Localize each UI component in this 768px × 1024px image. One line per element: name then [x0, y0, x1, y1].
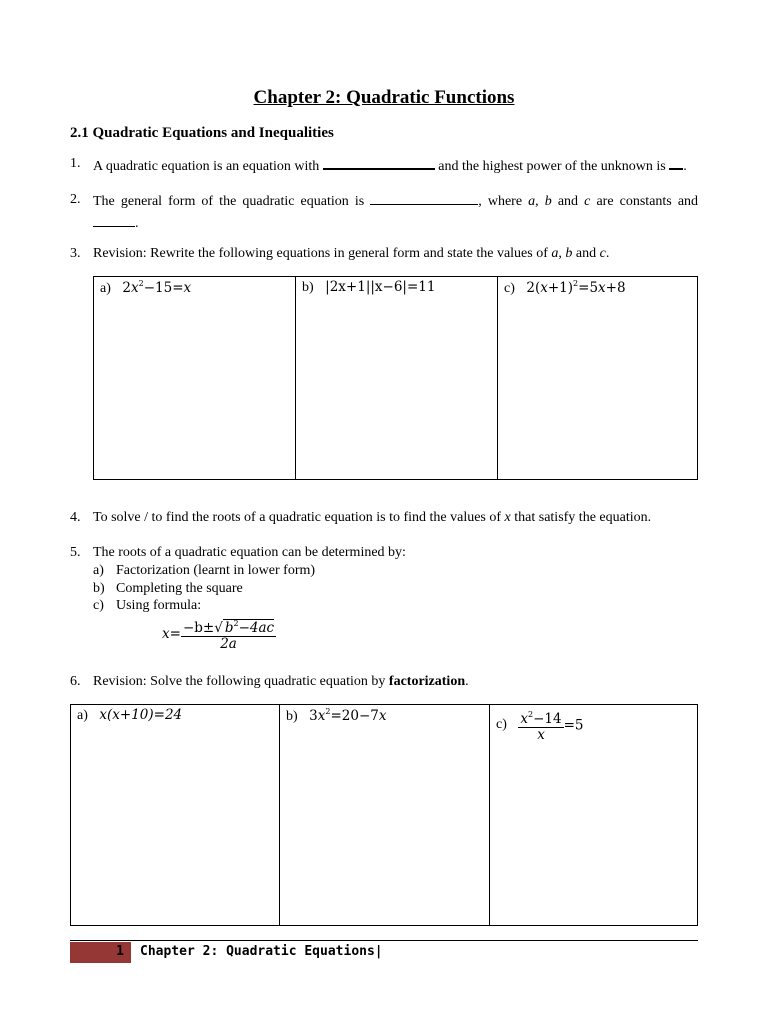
cell-label: b): [286, 709, 298, 724]
question-6: [70, 672, 698, 692]
question-text: To solve / to find the roots of a quadratic equation is to find the values of: [93, 510, 502, 525]
equation: $2x^2-15=x$: [122, 279, 192, 296]
question-text: Revision: Solve the following quadratic equation by: [93, 674, 386, 689]
question-number: 5.: [70, 545, 81, 560]
question-number: 2.: [70, 192, 81, 207]
question-5: [70, 543, 698, 563]
answer-cell-c[interactable]: [490, 705, 698, 926]
question-3: [70, 244, 698, 264]
variable-a: a: [528, 194, 536, 209]
separator: and: [572, 246, 600, 261]
cell-label: a): [100, 281, 111, 296]
equation: $\frac{x^2-14}{x}$ =5: [518, 717, 583, 733]
answer-blank[interactable]: [669, 154, 683, 170]
period: .: [465, 674, 469, 689]
question-text: and the highest power of the unknown is: [438, 159, 666, 174]
answer-cell-b[interactable]: [280, 705, 490, 926]
footer-title: Chapter 2: Quadratic Equations|: [140, 944, 383, 959]
method-list: [93, 562, 315, 615]
period: .: [683, 159, 687, 174]
variable-b: b: [544, 194, 552, 209]
section-heading: 2.1 Quadratic Equations and Inequalities: [70, 125, 334, 141]
question-1: [70, 154, 698, 177]
question-4: [70, 508, 698, 528]
answer-cell-b[interactable]: [296, 277, 498, 480]
question-2: [70, 190, 698, 234]
answer-blank[interactable]: [323, 154, 435, 170]
equation: |2x+1||x−6|=11: [325, 279, 436, 295]
q6-answer-table: [70, 704, 698, 926]
question-number: 6.: [70, 674, 81, 689]
variable-b: b: [565, 246, 573, 261]
answer-blank[interactable]: [370, 190, 478, 205]
variable-a: a: [551, 246, 559, 261]
question-number: 4.: [70, 510, 81, 525]
question-number: 3.: [70, 246, 81, 261]
equation: x(x+10)=24: [99, 707, 183, 723]
separator: ,: [558, 246, 566, 261]
question-text: A quadratic equation is an equation with: [93, 159, 320, 174]
equation: $2(x+1)^2=5x+8$: [526, 279, 626, 296]
emphasis-text: factorization: [388, 674, 466, 689]
cell-label: b): [302, 280, 314, 295]
list-item: a) Factorization (learnt in lower form): [93, 563, 316, 578]
answer-cell-a[interactable]: [94, 277, 296, 480]
page-number: 1: [116, 944, 124, 959]
period: .: [135, 216, 139, 231]
comma: ,: [535, 194, 539, 209]
question-text: and: [557, 194, 579, 209]
answer-blank[interactable]: [93, 212, 135, 227]
footer-divider: [70, 940, 698, 941]
cell-label: c): [504, 281, 515, 296]
question-text: The roots of a quadratic equation can be determined by:: [93, 545, 406, 560]
question-text: , where: [478, 194, 523, 209]
question-text: The general form of the quadratic equation is: [93, 194, 365, 209]
quadratic-formula: x= $\frac{-b\pm√ b^2-4ac}{2a}$: [162, 616, 276, 652]
equation: $3x^2=20-7x$: [309, 707, 387, 724]
question-text: that satisfy the equation.: [514, 510, 652, 525]
variable-c: c: [584, 194, 591, 209]
q3-answer-table: [93, 276, 698, 480]
cell-label: c): [496, 717, 507, 733]
variable-c: c: [599, 246, 606, 261]
variable-x: x: [504, 510, 511, 525]
question-number: 1.: [70, 156, 81, 171]
question-text: Revision: Rewrite the following equations in general form and state the values of: [93, 246, 548, 261]
footer-page-box: [70, 942, 131, 963]
list-item: c) Using formula:: [93, 598, 202, 613]
list-item: b) Completing the square: [93, 580, 243, 596]
period: .: [605, 246, 610, 261]
answer-cell-a[interactable]: [71, 705, 280, 926]
page-title: Chapter 2: Quadratic Functions: [253, 87, 515, 108]
answer-cell-c[interactable]: [498, 277, 698, 480]
question-text: are constants and: [596, 194, 699, 209]
cell-label: a): [77, 708, 88, 723]
